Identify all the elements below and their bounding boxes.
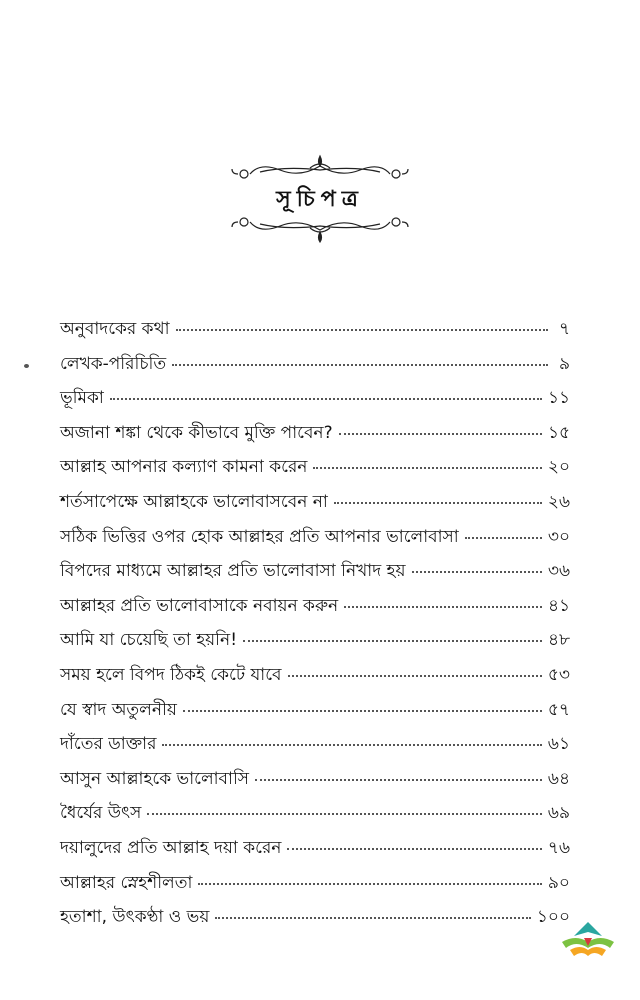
toc-entry[interactable] — [60, 454, 570, 489]
dot-leader — [313, 467, 541, 469]
toc-entry-title: সঠিক ভিত্তির ওপর হোক আল্লাহর প্রতি আপনার ভালোবাসা — [60, 526, 459, 547]
toc-entry-title: আসুন আল্লাহকে ভালোবাসি — [60, 768, 250, 789]
dot-leader — [172, 364, 548, 366]
toc-entry-page: ৪১ — [547, 595, 570, 616]
toc-entry[interactable] — [60, 351, 570, 386]
dot-leader — [288, 675, 542, 677]
toc-entry-page: ২০ — [547, 457, 570, 478]
toc-entry-page: ৫৭ — [547, 699, 570, 720]
toc-entry-title: অজানা শঙ্কা থেকে কীভাবে মুক্তি পাবেন? — [60, 422, 333, 443]
toc-entry[interactable] — [60, 870, 570, 905]
toc-entry[interactable] — [60, 835, 570, 870]
toc-entry[interactable] — [60, 800, 570, 835]
toc-entry-title: ধৈর্যের উৎস — [60, 803, 142, 824]
dot-leader — [147, 813, 542, 815]
dot-leader — [110, 398, 542, 400]
dot-leader — [287, 848, 541, 850]
dot-leader — [243, 640, 542, 642]
dot-leader — [344, 606, 542, 608]
toc-entry-title: আল্লাহর স্নেহশীলতা — [60, 872, 193, 893]
toc-header — [230, 150, 410, 245]
toc-entry-title: দাঁতের ডাক্তার — [60, 734, 157, 755]
publisher-logo-icon — [556, 920, 620, 960]
toc-entry-page: ৩০ — [547, 526, 570, 547]
toc-entry-title: বিপদের মাধ্যমে আল্লাহর প্রতি ভালোবাসা নিখাদ হয় — [60, 561, 406, 582]
page-title: সূচিপত্র — [276, 187, 364, 212]
toc-entry[interactable] — [60, 489, 570, 524]
toc-entry-title: হতাশা, উৎকণ্ঠা ও ভয় — [60, 907, 210, 928]
toc-entry-page: ৬১ — [547, 734, 570, 755]
toc-entry-title: লেখক-পরিচিতি — [60, 353, 167, 374]
toc-entry-page: ৯ — [558, 353, 570, 374]
toc-entry-title: আল্লাহর প্রতি ভালোবাসাকে নবায়ন করুন — [60, 595, 339, 616]
table-of-contents — [60, 316, 570, 939]
toc-entry-page: ৬৪ — [547, 768, 570, 789]
toc-entry-page: ১৫ — [547, 422, 570, 443]
toc-entry[interactable] — [60, 558, 570, 593]
dot-leader — [183, 710, 542, 712]
toc-entry-title: যে স্বাদ অতুলনীয় — [60, 699, 177, 720]
toc-entry[interactable] — [60, 697, 570, 732]
toc-entry[interactable] — [60, 593, 570, 628]
toc-entry[interactable] — [60, 766, 570, 801]
toc-entry-page: ৯০ — [547, 872, 570, 893]
dot-leader — [465, 537, 542, 539]
toc-entry[interactable] — [60, 316, 570, 351]
dot-leader — [215, 917, 531, 919]
toc-entry-page: ৭ — [558, 319, 570, 339]
toc-entry[interactable] — [60, 904, 570, 939]
dot-leader — [176, 329, 548, 331]
toc-entry-page: ৪৮ — [547, 630, 570, 651]
toc-entry-page: ২৬ — [547, 491, 570, 512]
dot-leader — [255, 779, 542, 781]
toc-entry-title: অনুবাদকের কথা — [60, 319, 170, 339]
toc-entry[interactable] — [60, 731, 570, 766]
dot-leader — [339, 433, 542, 435]
toc-entry-title: ভূমিকা — [60, 388, 104, 409]
toc-entry-page: ৫৩ — [547, 664, 570, 685]
toc-entry-page: ১১ — [547, 388, 570, 409]
toc-entry[interactable] — [60, 524, 570, 559]
scan-speck — [24, 364, 29, 368]
toc-entry-page: ৭৬ — [547, 837, 570, 858]
toc-entry-title: আল্লাহ আপনার কল্যাণ কামনা করেন — [60, 457, 308, 478]
toc-entry-title: শর্তসাপেক্ষে আল্লাহকে ভালোবাসবেন না — [60, 491, 328, 512]
toc-entry-title: সময় হলে বিপদ ঠিকই কেটে যাবে — [60, 664, 282, 685]
toc-entry[interactable] — [60, 420, 570, 455]
toc-entry[interactable] — [60, 385, 570, 420]
dot-leader — [412, 571, 542, 573]
dot-leader — [162, 744, 541, 746]
dot-leader — [334, 502, 542, 504]
toc-entry-page: ১০০ — [536, 907, 570, 928]
toc-entry-title: দয়ালুদের প্রতি আল্লাহ দয়া করেন — [60, 837, 282, 858]
dot-leader — [198, 883, 541, 885]
toc-entry[interactable] — [60, 662, 570, 697]
toc-entry-page: ৩৬ — [547, 561, 570, 582]
toc-entry[interactable] — [60, 627, 570, 662]
toc-entry-page: ৬৯ — [547, 803, 570, 824]
toc-entry-title: আমি যা চেয়েছি তা হয়নি! — [60, 630, 238, 651]
